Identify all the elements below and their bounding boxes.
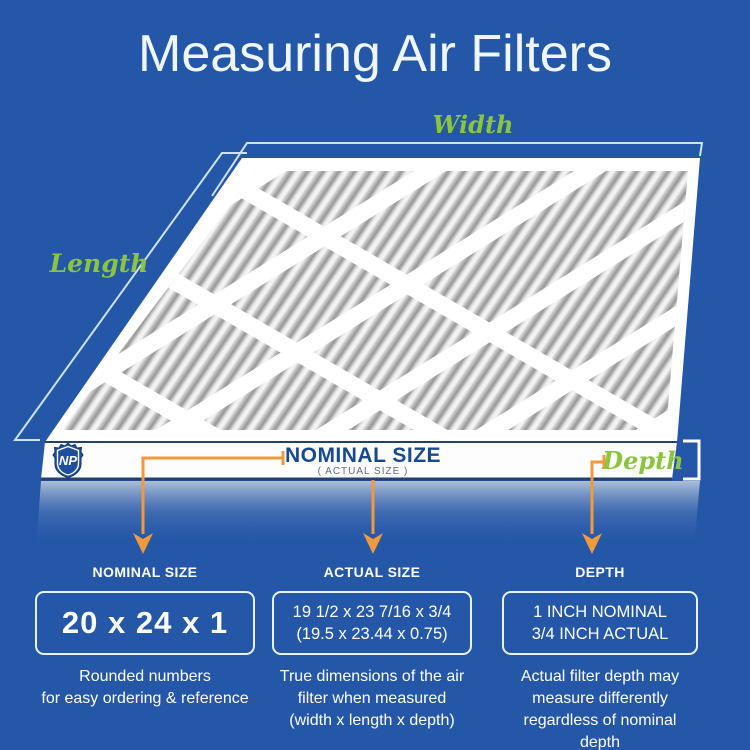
svg-text:NP: NP [58,453,78,468]
column-header: NOMINAL SIZE [92,564,198,580]
column-description: Rounded numbers for easy ordering & reference [41,668,249,708]
nominal-size-column [35,564,255,710]
width-dimension-label: Width [432,110,514,139]
column-description: Actual filter depth may measure differently regardless of nominal depth [520,668,680,750]
depth-value-box: 1 INCH NOMINAL 3/4 INCH ACTUAL [502,591,698,655]
depth-column [502,564,698,750]
filter-face-actual-size-label: ( ACTUAL SIZE ) [317,466,409,477]
column-header: ACTUAL SIZE [323,564,421,580]
column-description: True dimensions of the air filter when measured (width x length x depth) [279,668,465,730]
length-dimension-label: Length [49,249,149,278]
filter-face-nominal-size-label: NOMINAL SIZE [284,444,442,467]
nominal-size-value: 20 x 24 x 1 [61,605,229,640]
actual-size-value-box: 19 1/2 x 23 7/16 x 3/4 (19.5 x 23.44 x 0.75) [272,591,472,655]
page-title: Measuring Air Filters [138,25,612,83]
actual-size-column [272,564,472,732]
np-logo [52,442,84,478]
nominal-size-value-box [35,591,255,655]
column-header: DEPTH [575,564,625,580]
depth-dimension-label: Depth [602,446,684,475]
